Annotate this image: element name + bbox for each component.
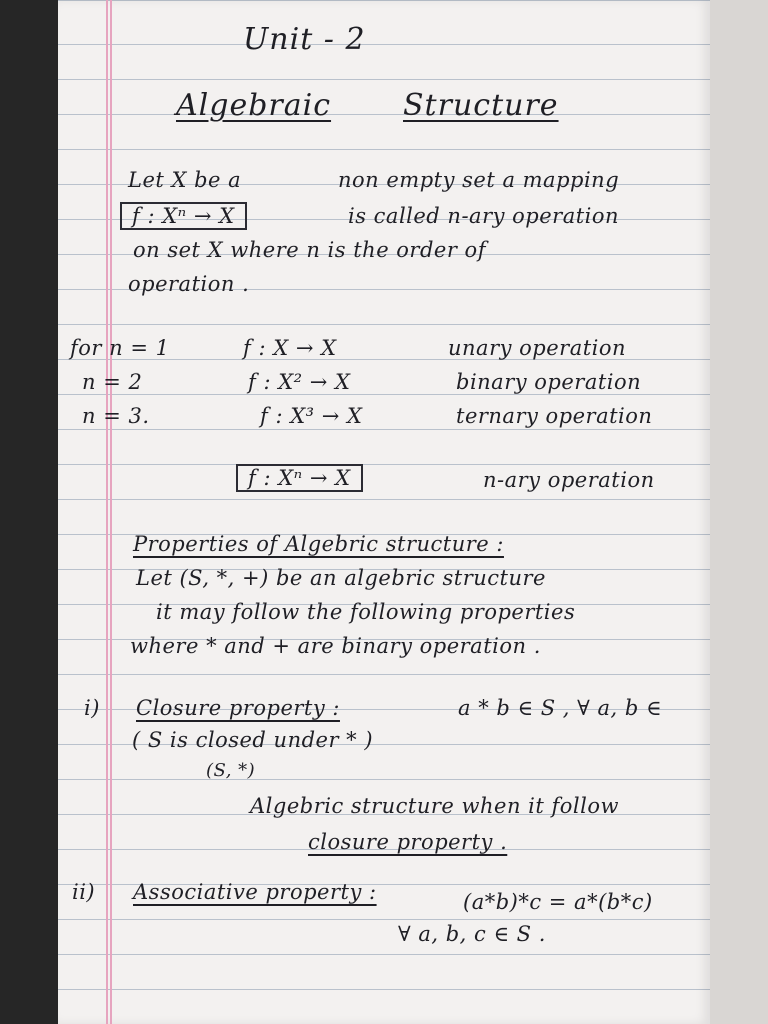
closure-sub1: Algebric structure when it follow [250,794,619,818]
properties-line2: it may follow the following properties [156,600,576,624]
case-n2-mapping: f : X² → X [248,370,351,394]
title-algebraic: Algebraic [176,88,332,123]
definition-line4: operation . [128,272,250,296]
case-n2-condition: n = 2 [82,370,143,394]
general-formula-box: f : Xⁿ → X [236,464,363,492]
associative-number: ii) [72,880,96,904]
case-n3-mapping: f : X³ → X [260,404,363,428]
case-n2-name: binary operation [456,370,642,394]
case-n1-name: unary operation [448,336,627,360]
closure-number: i) [84,696,100,720]
closure-rule: a * b ∈ S , ∀ a, b ∈ [458,696,663,720]
properties-heading: Properties of Algebric structure : [133,532,504,556]
closure-note: ( S is closed under * ) [132,728,374,752]
closure-pair: (S, *) [206,760,256,781]
definition-line1-right: non empty set a mapping [338,168,620,192]
closure-sub2: closure property . [308,830,508,854]
definition-line2-right: is called n-ary operation [348,204,620,228]
properties-line3: where * and + are binary operation . [130,634,541,658]
general-case-name: n-ary operation [483,468,655,492]
definition-formula-box: f : Xⁿ → X [120,202,247,230]
definition-line1-left: Let X be a [128,168,242,192]
notebook-page [58,0,710,1024]
unit-heading: Unit - 2 [243,22,366,57]
associative-sub: ∀ a, b, c ∈ S . [398,922,546,946]
associative-rule: (a*b)*c = a*(b*c) [463,890,653,914]
closure-title: Closure property : [136,696,340,720]
case-n3-name: ternary operation [456,404,653,428]
title-structure: Structure [403,88,559,123]
case-n3-condition: n = 3. [82,404,150,428]
case-n1-mapping: f : X → X [243,336,337,360]
margin-line [106,0,108,1024]
background-strip [710,0,768,1024]
associative-title: Associative property : [133,880,377,904]
margin-line [110,0,112,1024]
case-n1-condition: for n = 1 [70,336,170,360]
definition-line3: on set X where n is the order of [133,238,486,262]
properties-line1: Let (S, *, +) be an algebric structure [136,566,546,590]
